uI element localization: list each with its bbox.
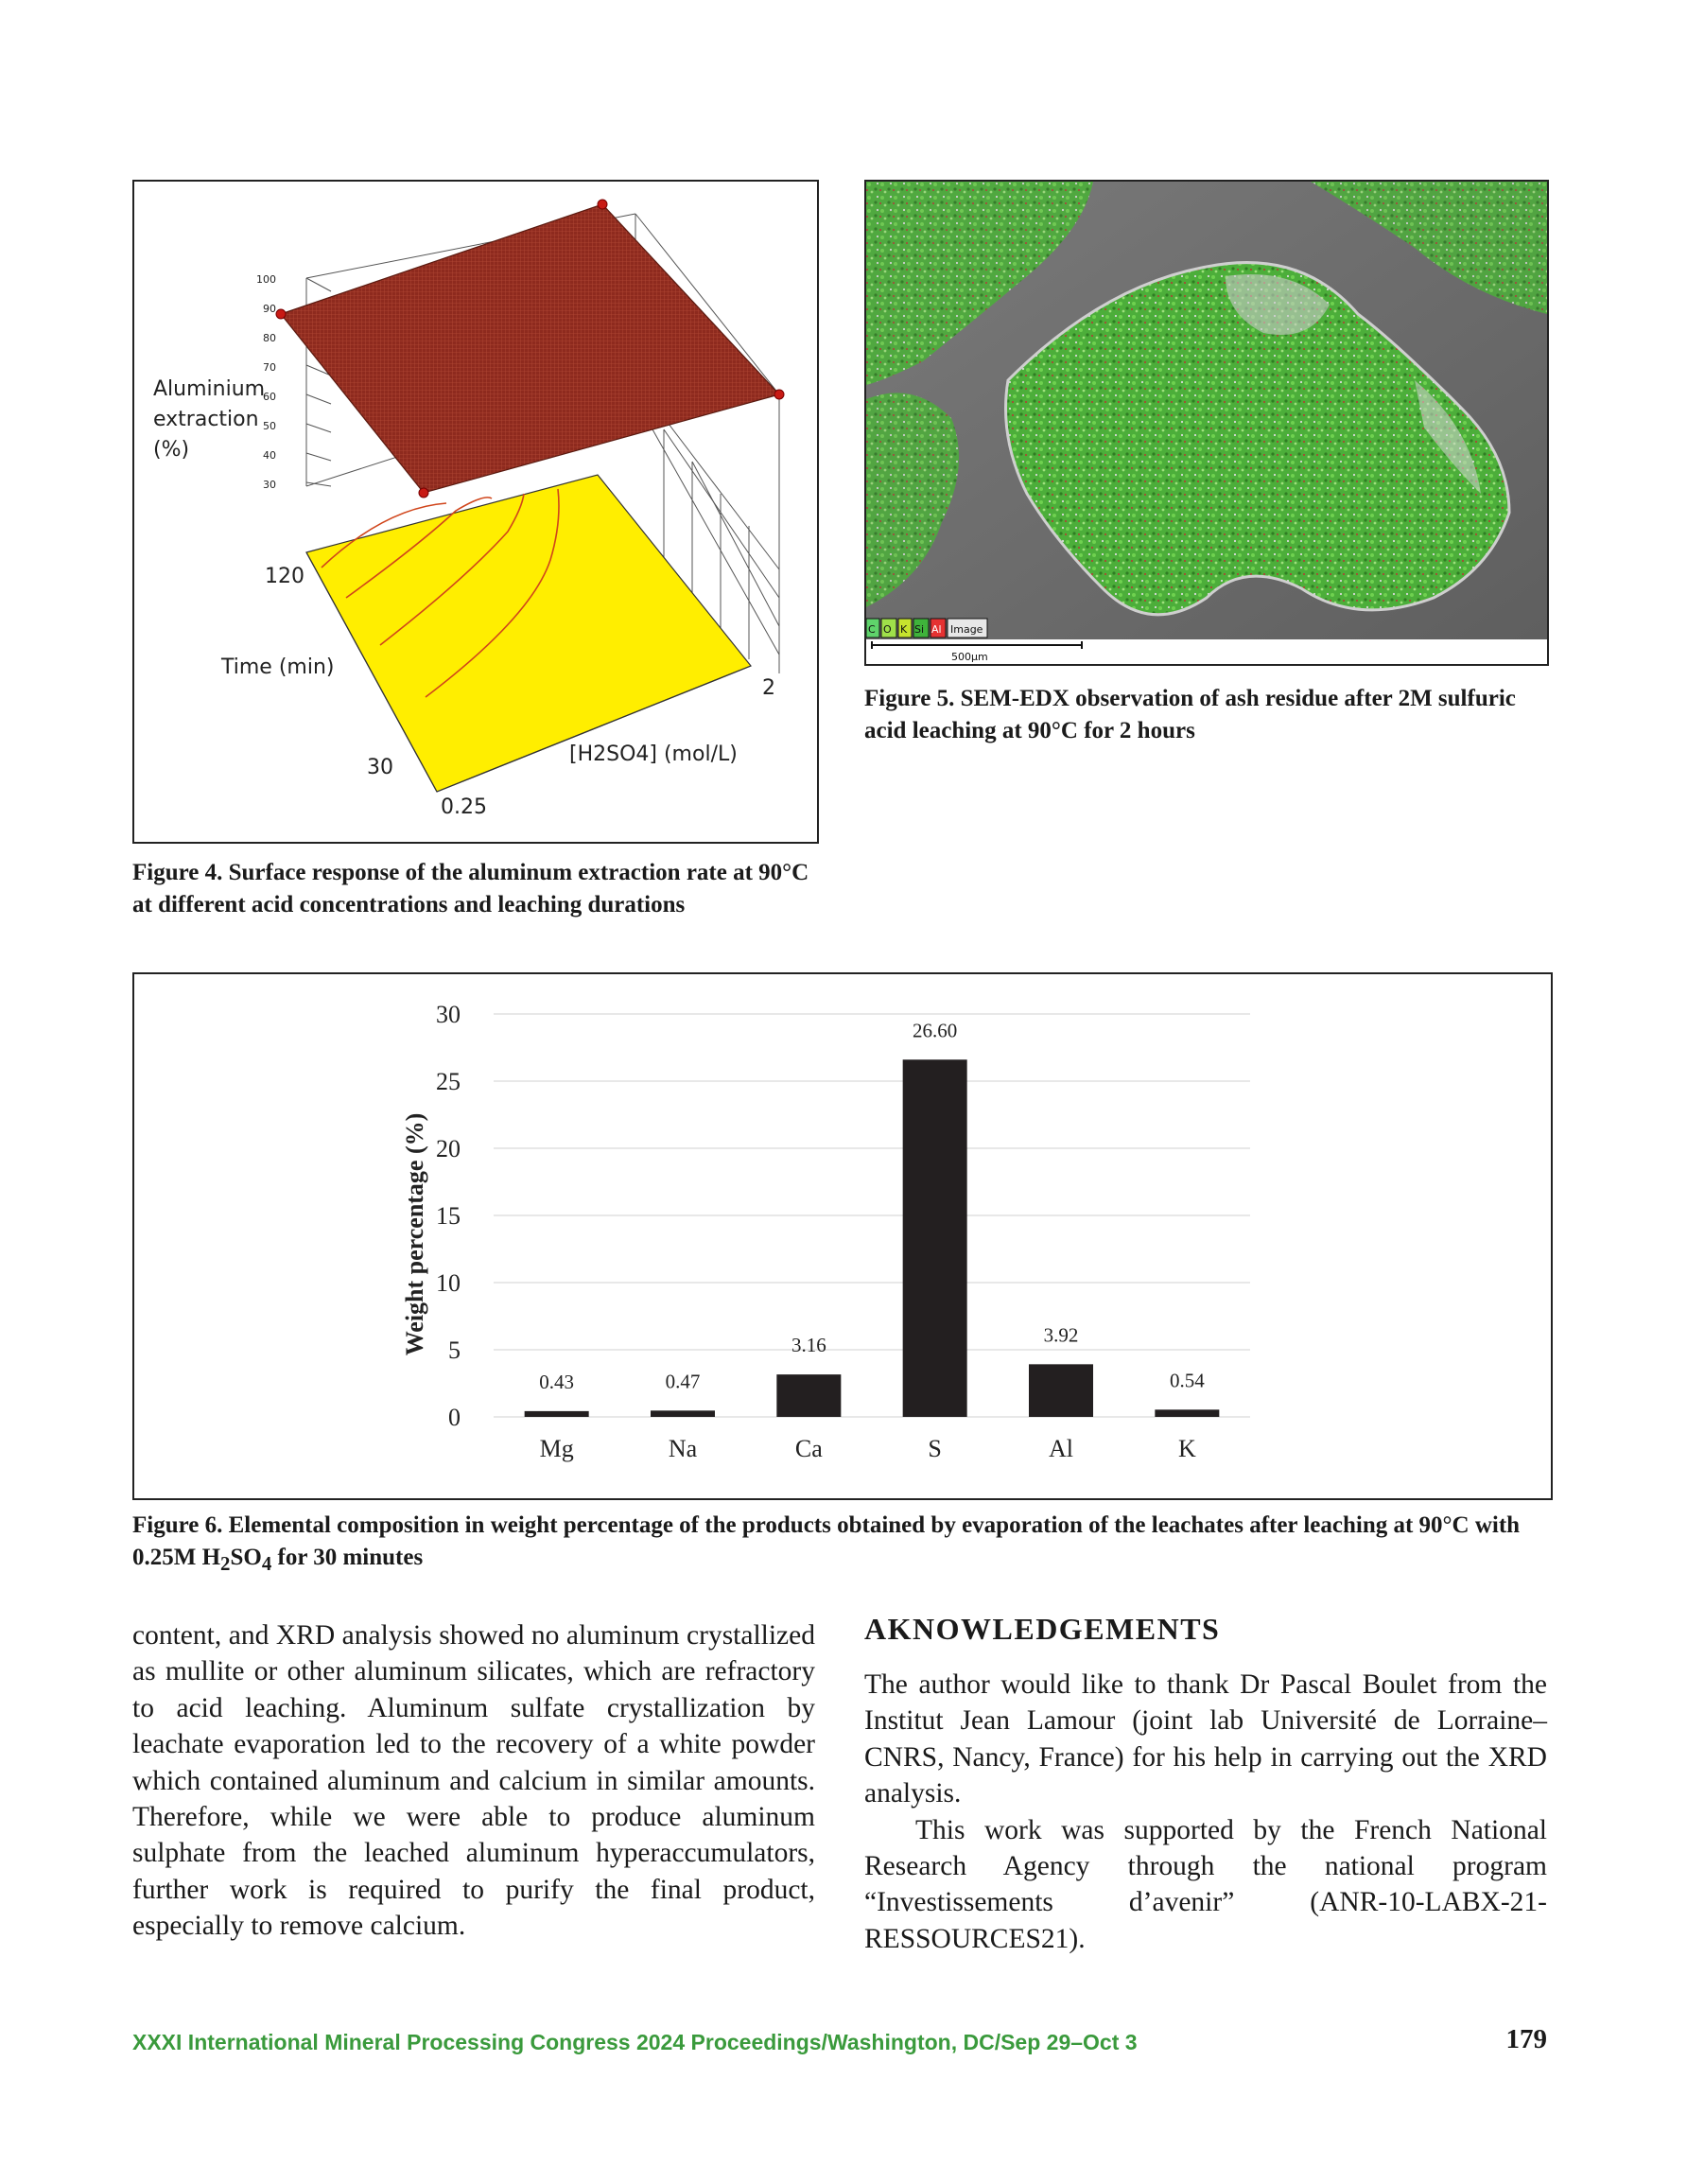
figure-4-caption: Figure 4. Surface response of the aluminum extraction rate at 90°C at different acid concentrations and leaching durations (132, 860, 809, 917)
bar-s (903, 1059, 967, 1417)
y-tick-label: 10 (436, 1269, 461, 1297)
y-tick-label: 5 (448, 1337, 461, 1364)
legend-item: C (868, 623, 876, 636)
data-label: 26.60 (913, 1019, 958, 1042)
z-axis-label: extraction (153, 408, 259, 431)
legend-item: K (900, 623, 908, 636)
surface-plot-svg (134, 182, 817, 842)
sem-edx-image (866, 182, 1547, 664)
time-tick-low: 30 (367, 756, 393, 779)
z-tick: 80 (263, 332, 276, 344)
legend-item: Image (950, 623, 983, 636)
left-column-paragraph: content, and XRD analysis showed no aluminum crystallized as mullite or other aluminum silicates, which are refractory to acid leaching. Aluminum sulfate crystallization by leachate evaporation led to the recovery of a white powder which contained aluminum and calcium in similar amounts. Therefore, while we were able to produce aluminum sulphate from the leached aluminum hyperaccumulators, further work is required to purify the final product, especially to remove calcium. (132, 1620, 815, 1942)
legend-item: Si (914, 623, 925, 636)
data-label: 3.92 (1043, 1323, 1079, 1347)
caption-text: Figure 6. Elemental composition in weight percentage of the products obtained by evaporation of the leachates after leaching at 90°C with 0.25M H (132, 1512, 1521, 1570)
figure-6-bar-chart (132, 972, 1553, 1500)
y-tick-label: 20 (436, 1135, 461, 1162)
legend-item: O (883, 623, 892, 636)
subscript: 4 (261, 1552, 272, 1575)
z-axis-label: (%) (153, 438, 190, 462)
x-tick-label: Na (668, 1435, 698, 1462)
subscript: 2 (220, 1552, 231, 1575)
y-tick-label: 15 (436, 1202, 461, 1230)
z-tick: 30 (263, 479, 276, 491)
acknowledgements-body (864, 1667, 1547, 1957)
edx-legend (866, 619, 987, 638)
x-tick-label: S (928, 1435, 942, 1462)
z-tick: 50 (263, 420, 276, 432)
x-tick-label: Ca (794, 1435, 823, 1462)
bar-al (1029, 1364, 1093, 1417)
footer-conference: XXXI International Mineral Processing Congress 2024 Proceedings/Washington, DC/Sep 29–Oct 3 (132, 2030, 1138, 2054)
figure-4-surface-plot (132, 180, 819, 844)
page-number: 179 (1505, 2024, 1547, 2054)
acknowledgements-heading: AKNOWLEDGEMENTS (864, 1612, 1221, 1646)
bar-chart-svg (134, 974, 1551, 1498)
response-surface (281, 204, 779, 493)
x-tick-label: Al (1049, 1435, 1073, 1462)
caption-text: SO (230, 1545, 262, 1570)
legend-item: Al (931, 623, 942, 636)
z-axis-label: Aluminium (153, 377, 266, 401)
acid-axis-label: [H2SO4] (mol/L) (569, 743, 738, 766)
x-tick-label: Mg (539, 1435, 574, 1462)
y-tick-label: 25 (436, 1068, 461, 1095)
y-tick-label: 0 (448, 1404, 461, 1431)
bar-k (1155, 1409, 1219, 1417)
x-tick-label: K (1177, 1435, 1196, 1462)
data-label: 0.43 (539, 1370, 575, 1393)
y-tick-label: 30 (436, 1001, 461, 1028)
figure-5-sem-image (864, 180, 1549, 666)
data-label: 0.54 (1169, 1369, 1205, 1392)
caption-text: for 30 minutes (271, 1545, 424, 1570)
figure-5-caption: Figure 5. SEM-EDX observation of ash residue after 2M sulfuric acid leaching at 90°C for 2 hours (864, 686, 1516, 743)
figure-6-caption (132, 1510, 1551, 1580)
bar-ca (776, 1374, 841, 1417)
z-tick: 40 (263, 449, 276, 462)
y-axis-label: Weight percentage (%) (401, 1112, 428, 1356)
bar-na (651, 1410, 715, 1417)
data-label: 3.16 (791, 1334, 826, 1357)
acid-tick-low: 0.25 (441, 795, 487, 819)
z-tick: 90 (263, 303, 276, 315)
z-tick: 70 (263, 361, 276, 374)
data-label: 0.47 (665, 1370, 701, 1393)
acid-tick-high: 2 (762, 676, 775, 700)
time-tick-high: 120 (265, 565, 304, 588)
z-tick: 100 (256, 273, 276, 286)
scale-label: 500µm (951, 651, 988, 663)
time-axis-label: Time (min) (221, 655, 335, 679)
ack-paragraph: This work was supported by the French National Research Agency through the national program “Investissements d’avenir” (ANR-10-LABX-21-RESSOURCES21). (864, 1814, 1547, 1954)
z-tick: 60 (263, 391, 276, 403)
bar-mg (525, 1411, 589, 1417)
ack-paragraph: The author would like to thank Dr Pascal Boulet from the Institut Jean Lamour (joint lab Université de Lorraine–CNRS, Nancy, France) for his help in carrying out the XRD analysis. (864, 1669, 1547, 1809)
